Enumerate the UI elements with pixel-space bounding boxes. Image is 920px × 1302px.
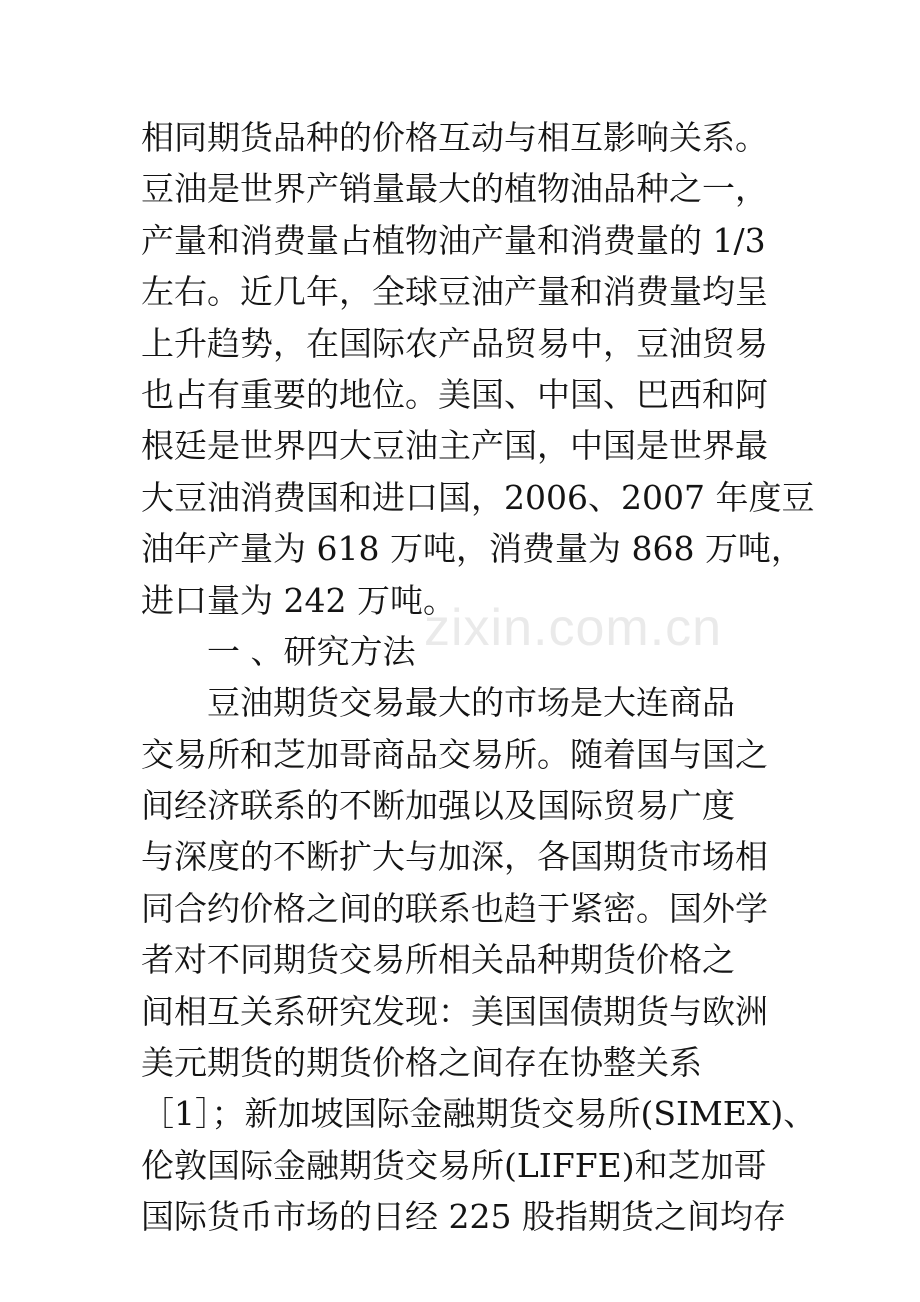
text-line: 相同期货品种的价格互动与相互影响关系。 [141,118,768,157]
text-line: 豆油期货交易最大的市场是大连商品 [207,683,735,723]
text-line: 交易所和芝加哥商品交易所。随着国与国之 [141,734,768,774]
text-line: 豆油是世界产销量最大的植物油品种之一， [141,169,768,209]
text-line: 产量和消费量占植物油产量和消费量的 1/3 [141,220,766,260]
text-line: ［1］；新加坡国际金融期货交易所(SIMEX)、 [141,1094,817,1134]
text-line: 左右。近几年，全球豆油产量和消费量均呈 [141,272,768,312]
text-line: 上升趋势，在国际农产品贸易中，豆油贸易 [141,323,768,363]
text-line: 美元期货的期货价格之间存在协整关系 [141,1043,702,1083]
text-line: 者对不同期货交易所相关品种期货价格之 [141,940,735,980]
text-line: 大豆油消费国和进口国，2006、2007 年度豆 [141,477,815,517]
text-line: 根廷是世界四大豆油主产国，中国是世界最 [141,426,768,466]
text-line: 与深度的不断扩大与加深，各国期货市场相 [141,837,768,877]
text-line: 伦敦国际金融期货交易所(LIFFE)和芝加哥 [141,1145,767,1185]
text-line: 也占有重要的地位。美国、中国、巴西和阿 [141,374,768,414]
body-text [141,112,821,1243]
text-line: 国际货币市场的日经 225 股指期货之间均存 [141,1197,786,1237]
section-heading: 一 、研究方法 [207,631,416,671]
text-line: 进口量为 242 万吨。 [141,580,456,620]
watermark: zixin.com.cn [424,599,723,657]
text-line: 间经济联系的不断加强以及国际贸易广度 [141,786,735,826]
text-line: 油年产量为 618 万吨，消费量为 868 万吨， [141,529,804,569]
text-line: 同合约价格之间的联系也趋于紧密。国外学 [141,888,768,928]
text-line: 间相互关系研究发现：美国国债期货与欧洲 [141,991,768,1031]
